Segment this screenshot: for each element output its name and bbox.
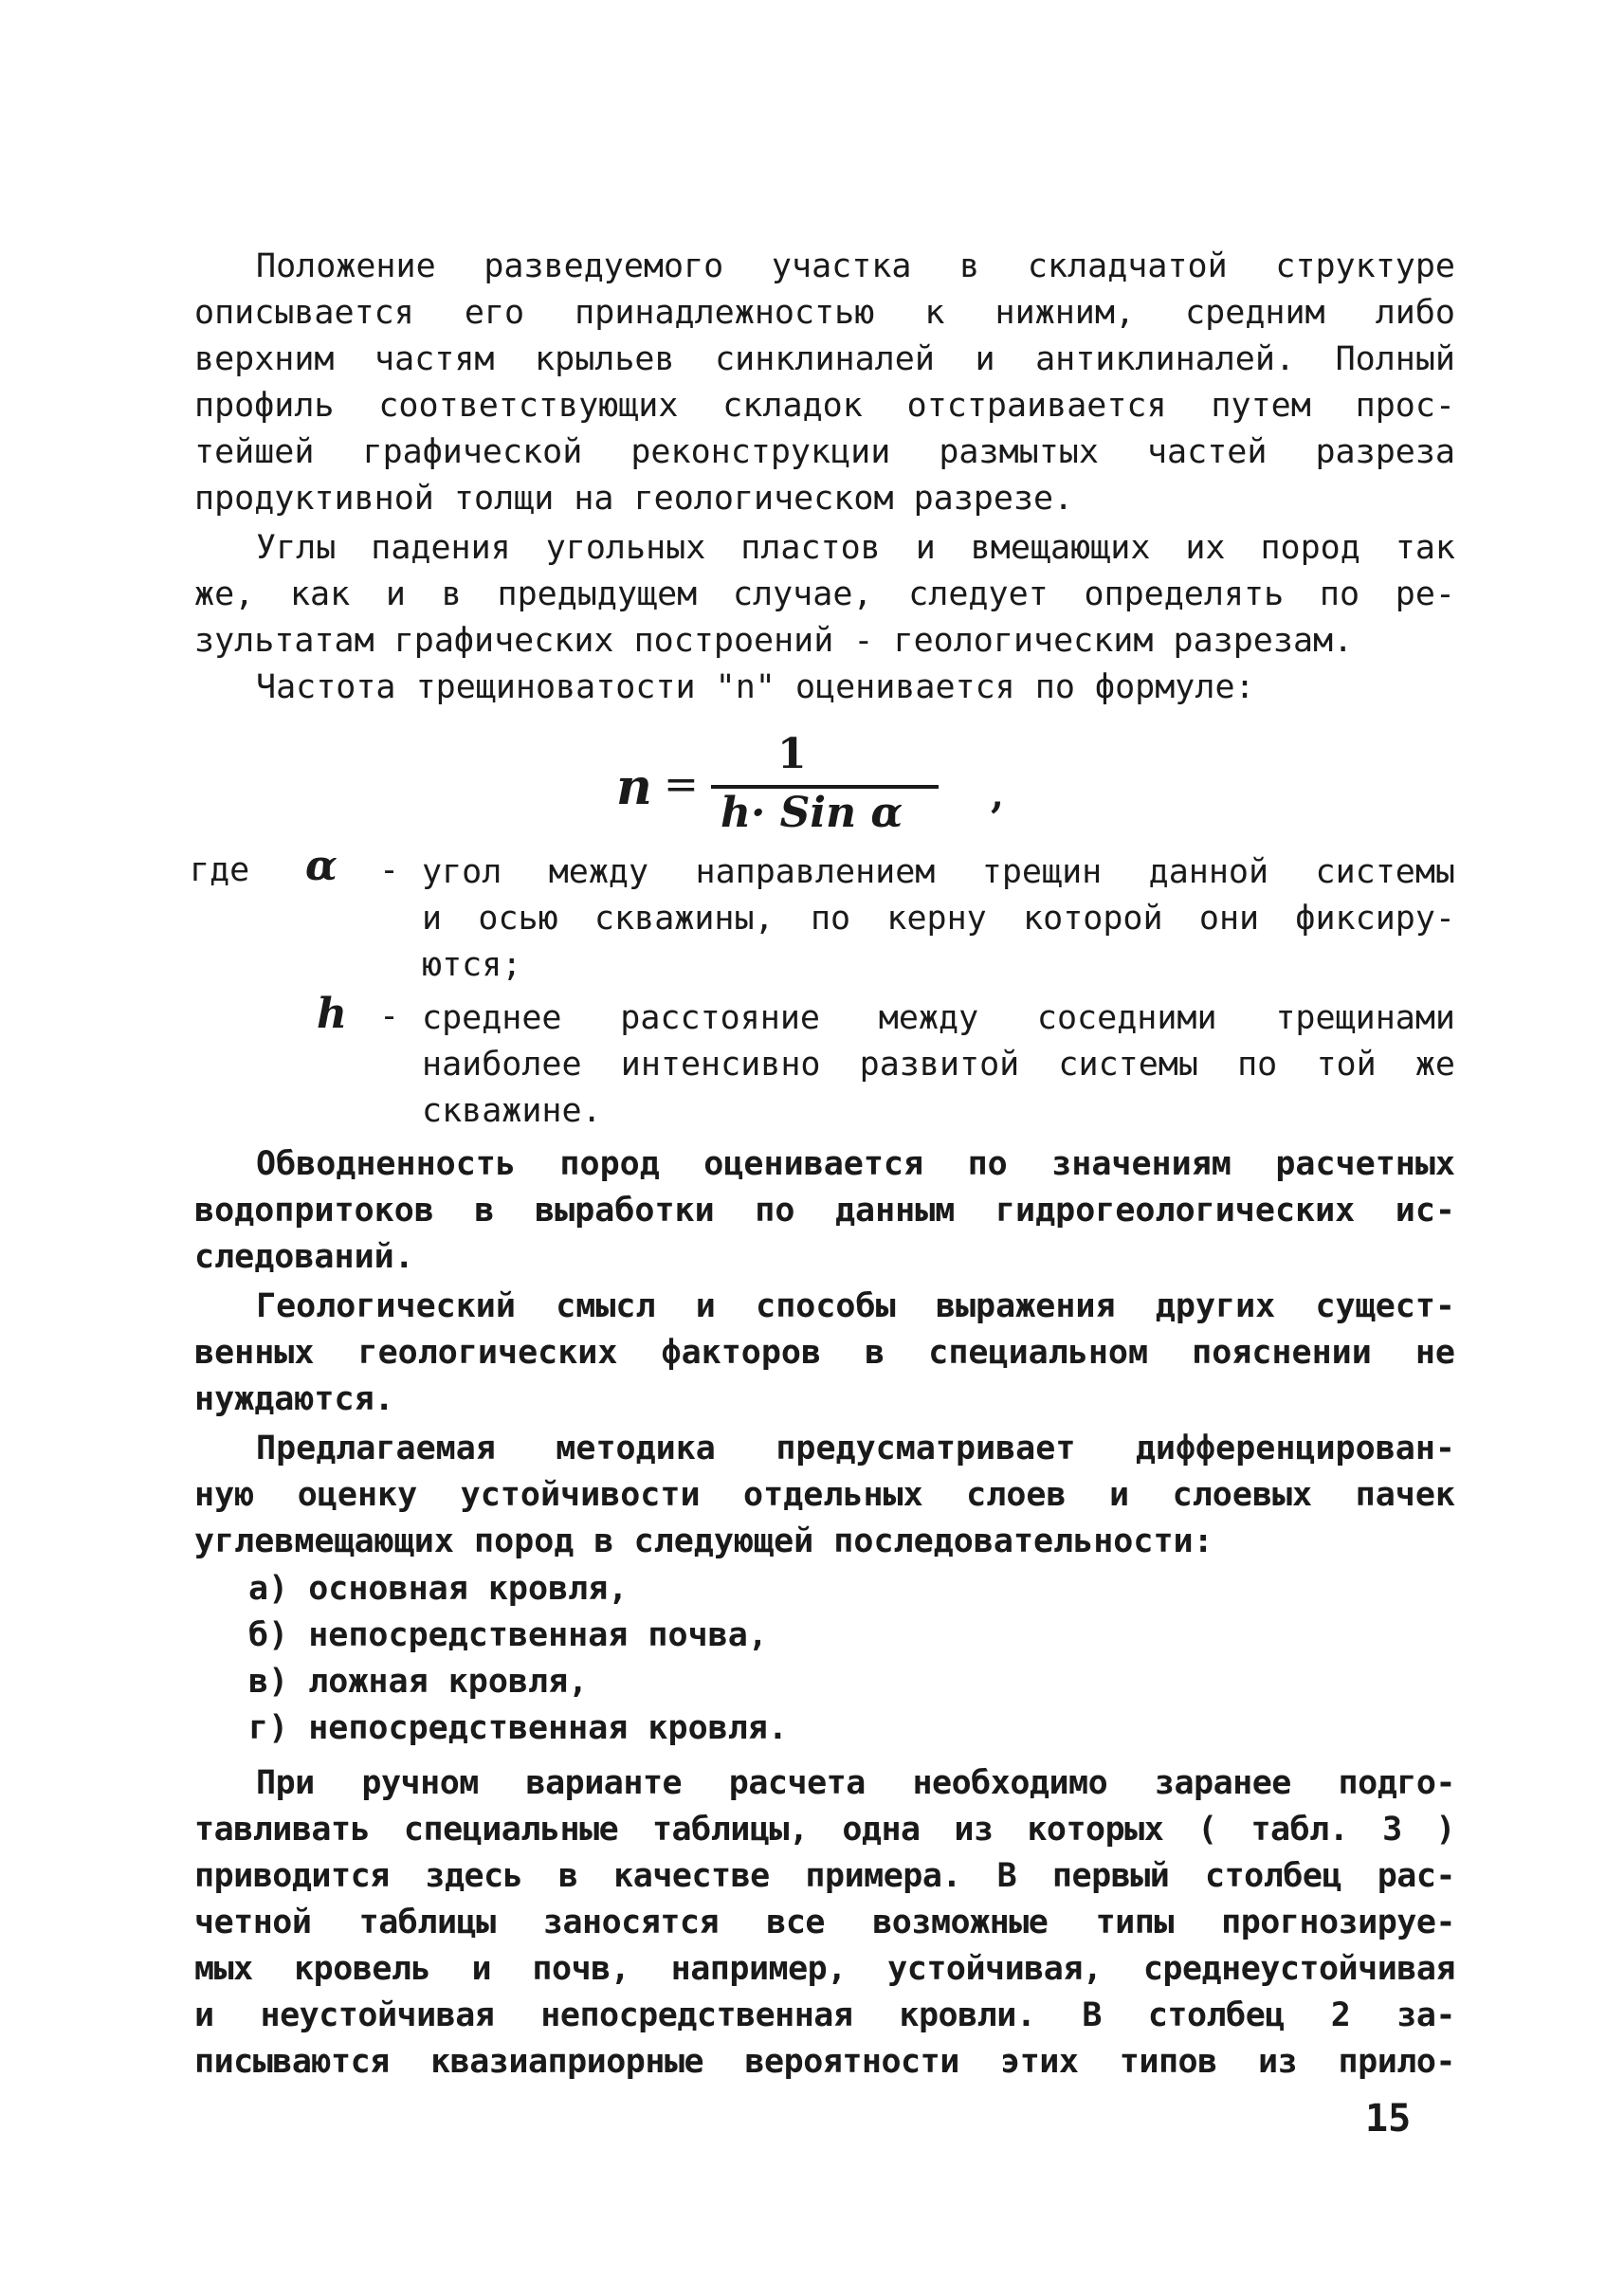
formula-comma: , — [991, 773, 1004, 817]
definition-line: скважине. — [422, 1092, 602, 1130]
page-number: 15 — [1365, 2097, 1412, 2141]
text-line: и неустойчивая непосредственная кровли. В столбец 2 за- — [194, 1996, 1455, 2034]
text-line: же, как и в предыдущем случае, следует определять по ре- — [194, 575, 1455, 613]
text-line: мых кровель и почв, например, устойчивая, среднеустойчивая — [194, 1950, 1455, 1988]
text-line: При ручном варианте расчета необходимо заранее подго- — [256, 1764, 1455, 1802]
paragraph-fracture-frequency: Частота трещиноватости "n" оценивается по формуле: — [256, 668, 1255, 706]
text-line: верхним частям крыльев синклиналей и антиклиналей. Полный — [194, 340, 1455, 378]
definition-line: угол между направлением трещин данной системы — [422, 853, 1455, 891]
text-line: продуктивной толщи на геологическом разрезе. — [194, 480, 1074, 518]
text-line: описывается его принадлежностью к нижним, средним либо — [194, 294, 1455, 332]
definition-line: наиболее интенсивно развитой системы по той же — [422, 1046, 1455, 1084]
text-line: нуждаются. — [194, 1380, 394, 1418]
text-line: Углы падения угольных пластов и вмещающих их пород так — [256, 529, 1455, 567]
text-line: зультатам графических построений - геологическим разрезам. — [194, 622, 1354, 660]
list-item: в) ложная кровля, — [248, 1663, 589, 1701]
definition-line: среднее расстояние между соседними трещинами — [422, 999, 1455, 1037]
text-line: профиль соответствующих складок отстраивается путем прос- — [194, 387, 1455, 425]
list-item: г) непосредственная кровля. — [248, 1709, 788, 1747]
text-line: писываются квазиаприорные вероятности этих типов из прило- — [194, 2043, 1455, 2081]
text-line: углевмещающих пород в следующей последовательности: — [194, 1522, 1213, 1560]
text-line: Положение разведуемого участка в складчатой структуре — [256, 247, 1455, 285]
formula-lhs: n — [616, 758, 652, 816]
list-item: а) основная кровля, — [248, 1570, 629, 1608]
text-line: следований. — [194, 1238, 414, 1276]
text-line: тейшей графической реконструкции размытых частей разреза — [194, 433, 1455, 471]
text-line: Обводненность пород оценивается по значениям расчетных — [256, 1145, 1455, 1183]
formula — [616, 730, 1033, 844]
definition-dash: - — [379, 997, 400, 1035]
where-label: где — [190, 851, 250, 889]
formula-denominator: h· Sin α — [721, 789, 903, 837]
text-line: ную оценку устойчивости отдельных слоев и слоевых пачек — [194, 1476, 1455, 1514]
definition-dash: - — [379, 851, 400, 889]
definition-line: и осью скважины, по керну которой они фиксиру- — [422, 900, 1455, 938]
list-item: б) непосредственная почва, — [248, 1616, 768, 1654]
formula-numerator: 1 — [777, 730, 807, 778]
text-line: Геологический смысл и способы выражения других сущест- — [256, 1287, 1455, 1325]
text-line: Предлагаемая методика предусматривает дифференцирован- — [256, 1430, 1455, 1467]
h-symbol: h — [317, 990, 347, 1038]
text-line: водопритоков в выработки по данным гидрогеологических ис- — [194, 1192, 1455, 1230]
formula-equals: = — [664, 760, 699, 809]
definition-line: ются; — [422, 946, 522, 984]
alpha-symbol: α — [305, 842, 338, 890]
text-line: приводится здесь в качестве примера. В первый столбец рас- — [194, 1857, 1455, 1895]
text-line: тавливать специальные таблицы, одна из которых ( табл. 3 ) — [194, 1811, 1455, 1849]
text-line: венных геологических факторов в специальном пояснении не — [194, 1334, 1455, 1372]
text-line: четной таблицы заносятся все возможные типы прогнозируе- — [194, 1904, 1455, 1941]
